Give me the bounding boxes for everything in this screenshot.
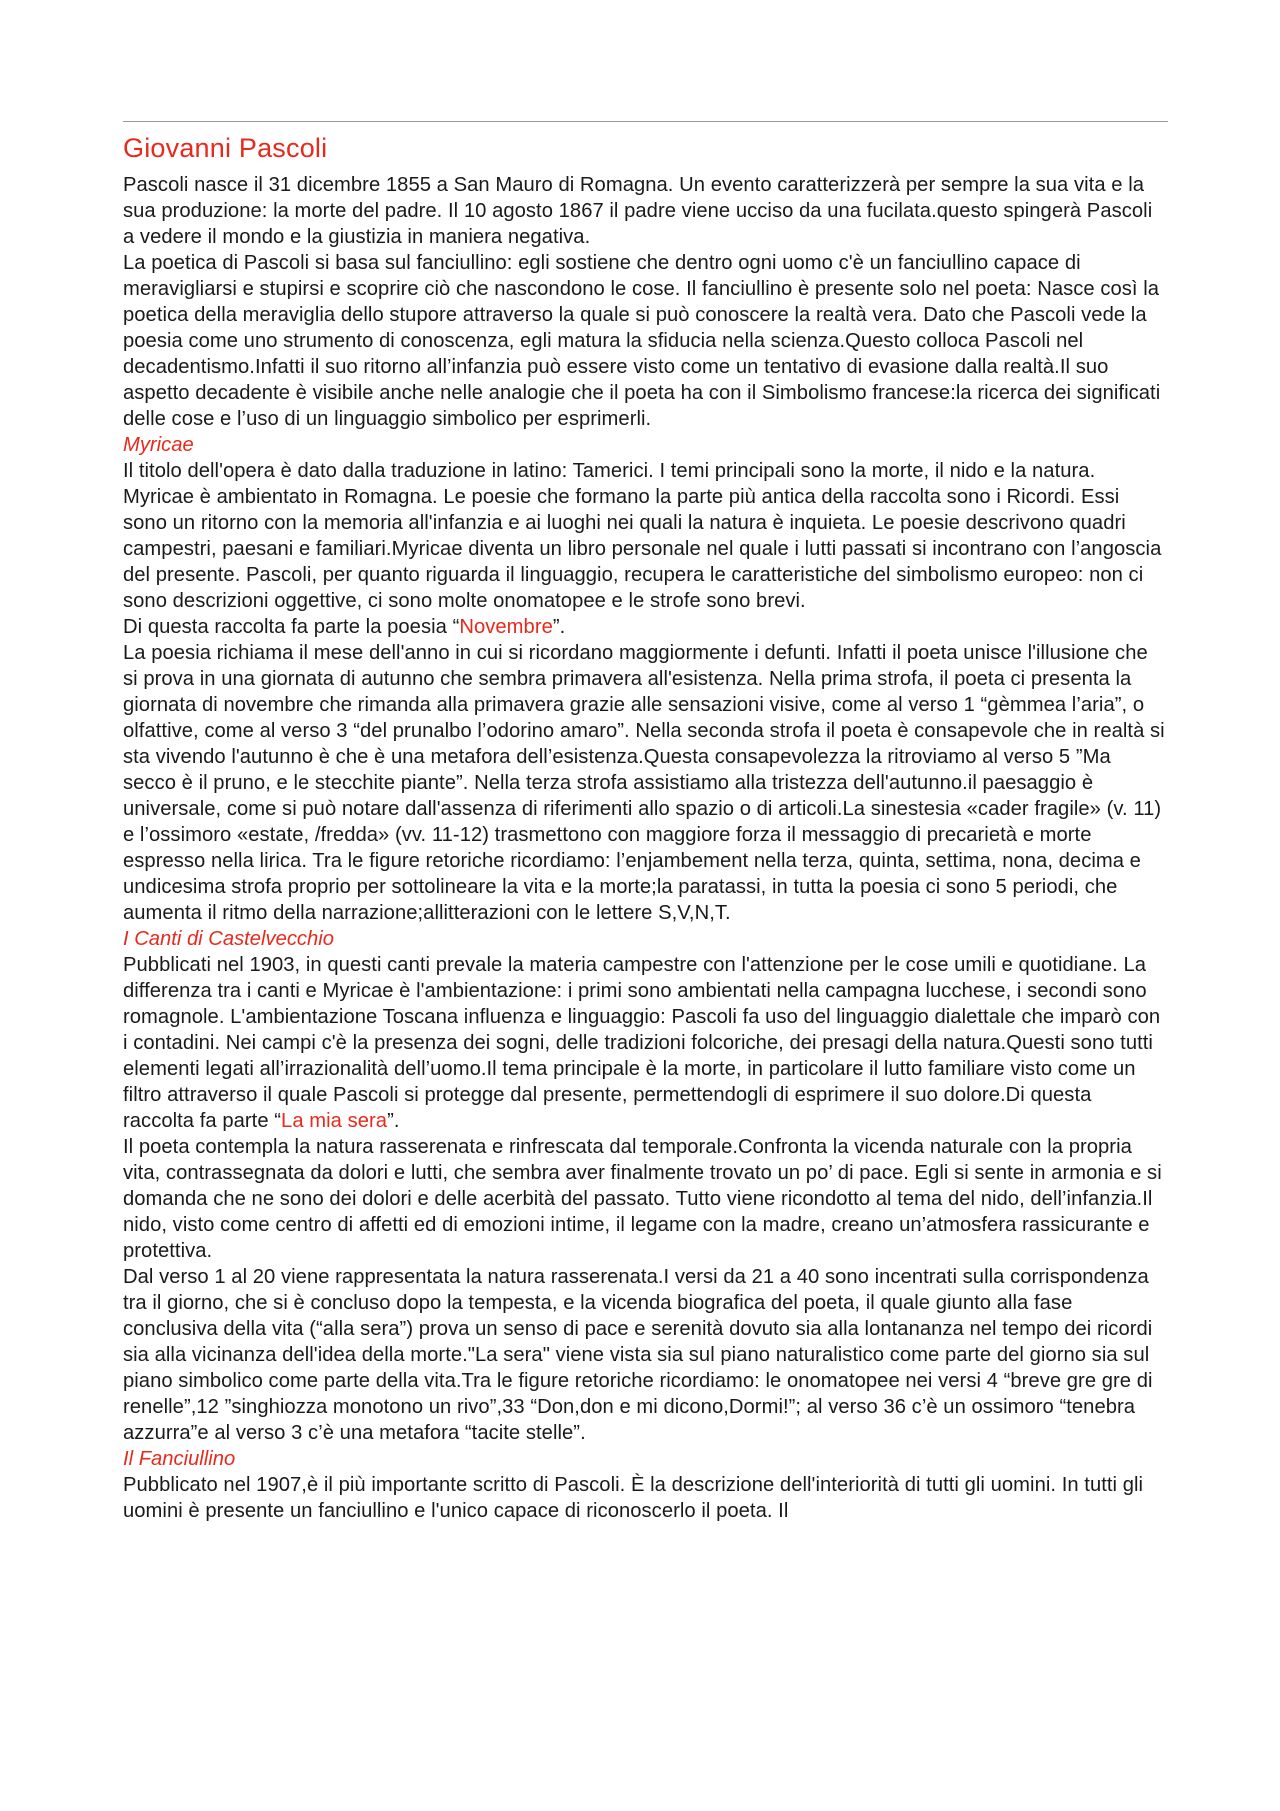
poem-title-novembre: Novembre <box>459 616 553 638</box>
fanciullino-paragraph-1: Pubblicato nel 1907,è il più importante scritto di Pascoli. È la descrizione dell'interiorità di tutti gli uomini. In tutti gli uomini è presente un fanciullino e l'unico capace di riconoscerlo il poeta. Il <box>123 1474 1144 1522</box>
poem-closing-text: ”. <box>387 1110 400 1132</box>
top-rule <box>123 121 1168 122</box>
section-heading-fanciullino: Il Fanciullino <box>123 1448 236 1470</box>
page-title: Giovanni Pascoli <box>123 133 328 163</box>
poem-title-la-mia-sera: La mia sera <box>281 1110 388 1132</box>
poem-intro-text: Di questa raccolta fa parte la poesia “ <box>123 616 460 638</box>
intro-paragraph-1: Pascoli nasce il 31 dicembre 1855 a San Mauro di Romagna. Un evento caratterizzerà per sempre la sua vita e la sua produzione: la morte del padre. Il 10 agosto 1867 il padre viene ucciso da una fucilata.questo spingerà Pascoli a vedere il mondo e la giustizia in maniera negativa. <box>123 174 1153 248</box>
section-heading-myricae: Myricae <box>123 434 194 456</box>
myricae-paragraph-1: Il titolo dell'opera è dato dalla traduzione in latino: Tamerici. I temi principali sono la morte, il nido e la natura. Myricae è ambientato in Romagna. Le poesie che formano la parte più antica della raccolta sono i Ricordi. Essi sono un ritorno con la memoria all'infanzia e ai luoghi nei quali la natura è inquieta. Le poesie descrivono quadri campestri, paesani e familiari.Myricae diventa un libro personale nel quale i lutti passati si incontrano con l’angoscia del presente. Pascoli, per quanto riguarda il linguaggio, recupera le caratteristiche del simbolismo europeo: non ci sono descrizioni oggettive, ci sono molte onomatopee e le strofe sono brevi. <box>123 460 1162 612</box>
canti-paragraph-3: Dal verso 1 al 20 viene rappresentata la natura rasserenata.I versi da 21 a 40 sono incentrati sulla corrispondenza tra il giorno, che si è concluso dopo la tempesta, e la vicenda biografica del poeta, il quale giunto alla fase conclusiva della vita (“alla sera”) prova un senso di pace e serenità dovuto sia alla lontananza nel tempo dei ricordi sia alla vicinanza dell'idea della morte."La sera" viene vista sia sul piano naturalistico come parte del giorno sia sul piano simbolico come parte della vita.Tra le figure retoriche ricordiamo: le onomatopee nei versi 4 “breve gre gre di renelle”,12 ”singhiozza monotono un rivo”,33 “Don,don e mi dicono,Dormi!”; al verso 36 c’è un ossimoro “tenebra azzurra”e al verso 3 c’è una metafora “tacite stelle”. <box>123 1266 1153 1444</box>
document-page <box>123 121 1168 1524</box>
canti-paragraph-2: Il poeta contempla la natura rasserenata e rinfrescata dal temporale.Confronta la vicenda naturale con la propria vita, contrassegnata da dolori e lutti, che sembra aver finalmente trovato un po’ di pace. Egli si sente in armonia e si domanda che ne sono dei dolori e delle acerbità del passato. Tutto viene ricondotto al tema del nido, dell’infanzia.Il nido, visto come centro di affetti ed di emozioni intime, il legame con la madre, creano un’atmosfera rassicurante e protettiva. <box>123 1136 1162 1262</box>
section-heading-canti: I Canti di Castelvecchio <box>123 928 334 950</box>
myricae-paragraph-2: La poesia richiama il mese dell'anno in cui si ricordano maggiormente i defunti. Infatti il poeta unisce l'illusione che si prova in una giornata di autunno che sembra primavera all'esistenza. Nella prima strofa, il poeta ci presenta la giornata di novembre che rimanda alla primavera grazie alle sensazioni visive, come al verso 1 “gèmmea l’aria”, o olfattive, come al verso 3 “del prunalbo l’odorino amaro”. Nella seconda strofa il poeta è consapevole che in realtà si sta vivendo l'autunno è che è una metafora dell’esistenza.Questa consapevolezza la ritroviamo al verso 5 ”Ma secco è il pruno, e le stecchite piante”. Nella terza strofa assistiamo alla tristezza dell'autunno.il paesaggio è universale, come si può notare dall'assenza di riferimenti allo spazio o di articoli.La sinestesia «cader fragile» (v. 11) e l’ossimoro «estate, /fredda» (vv. 11-12) trasmettono con maggiore forza il messaggio di precarietà e morte espresso nella lirica. Tra le figure retoriche ricordiamo: l’enjambement nella terza, quinta, settima, nona, decima e undicesima strofa proprio per sottolineare la vita e la morte;la paratassi, in tutta la poesia ci sono 5 periodi, che aumenta il ritmo della narrazione;allitterazioni con le lettere S,V,N,T. <box>123 642 1165 924</box>
poem-closing-text: ”. <box>552 616 566 638</box>
myricae-poem-line <box>123 614 1168 640</box>
canti-paragraph-1 <box>123 952 1168 1134</box>
intro-paragraph-2: La poetica di Pascoli si basa sul fanciullino: egli sostiene che dentro ogni uomo c'è un fanciullino capace di meravigliarsi e stupirsi e scoprire ciò che nascondono le cose. Il fanciullino è presente solo nel poeta: Nasce così la poetica della meraviglia dello stupore attraverso la quale si può conoscere la realtà vera. Dato che Pascoli vede la poesia come uno strumento di conoscenza, egli matura la sfiducia nella scienza.Questo colloca Pascoli nel decadentismo.Infatti il suo ritorno all’infanzia può essere visto come un tentativo di evasione dalla realtà.Il suo aspetto decadente è visibile anche nelle analogie che il poeta ha con il Simbolismo francese:la ricerca dei significati delle cose e l’uso di un linguaggio simbolico per esprimerli. <box>123 252 1161 430</box>
canti-paragraph-1-text: Pubblicati nel 1903, in questi canti prevale la materia campestre con l'attenzione per le cose umili e quotidiane. La differenza tra i canti e Myricae è l'ambientazione: i primi sono ambientati nella campagna lucchese, i secondi sono romagnole. L'ambientazione Toscana influenza e linguaggio: Pascoli fa uso del linguaggio dialettale che imparò con i contadini. Nei campi c'è la presenza dei sogni, delle tradizioni folcoriche, dei presagi della natura.Questi sono tutti elementi legati all’irrazionalità dell’uomo.Il tema principale è la morte, in particolare il lutto familiare visto come un filtro attraverso il quale Pascoli si protegge dal presente, permettendogli di esprimere il suo dolore.Di questa raccolta fa parte “ <box>123 954 1161 1132</box>
